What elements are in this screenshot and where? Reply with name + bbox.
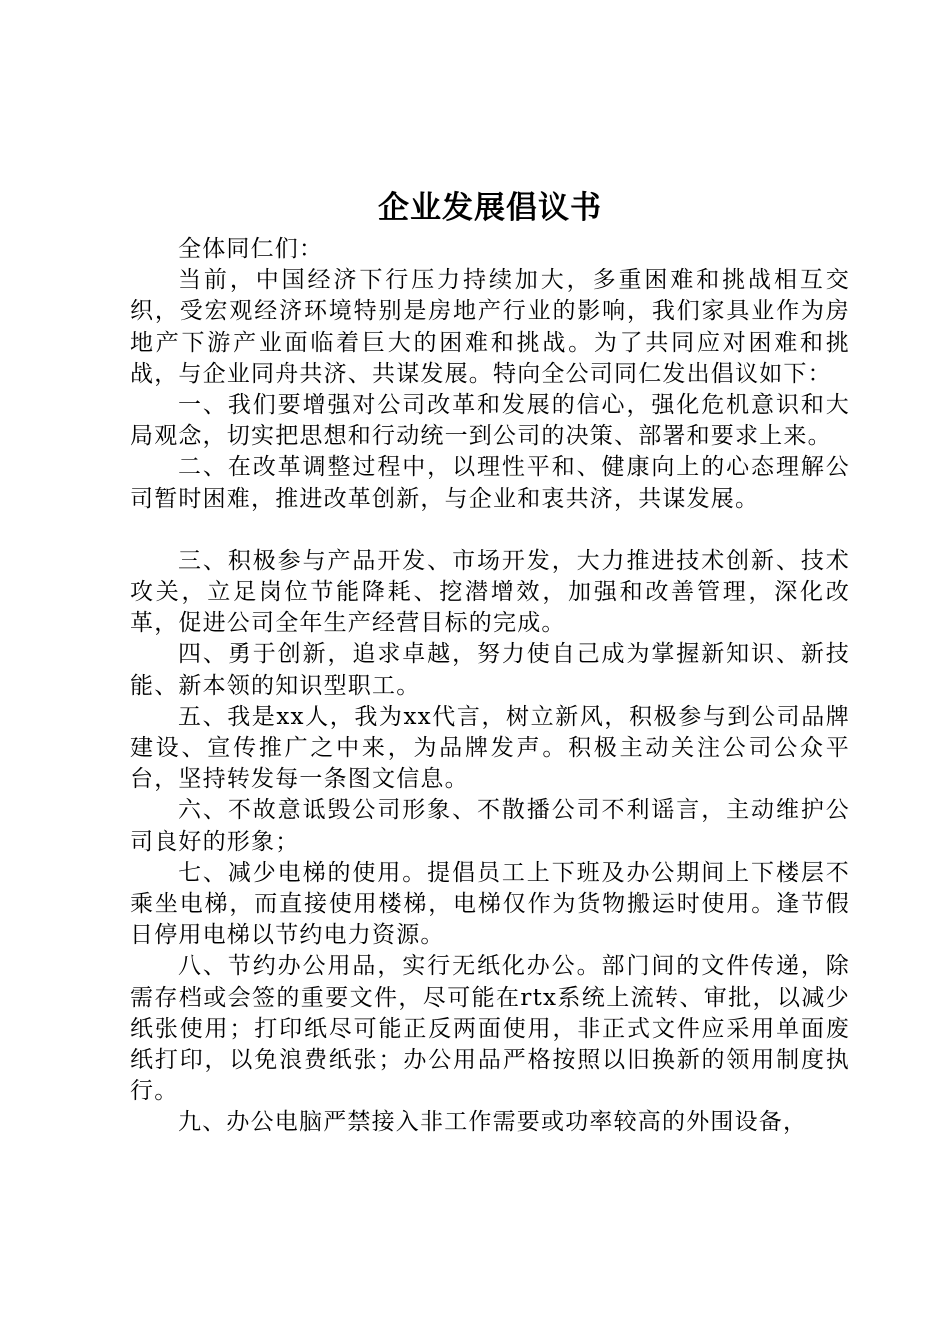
greeting: 全体同仁们：	[178, 236, 324, 262]
paragraph-5: 五、我是xx人，我为xx代言，树立新风，积极参与到公司品牌建设、宣传推广之中来，为品牌发声。积极主动关注公司公众平台，坚持转发每一条图文信息。	[130, 703, 850, 793]
paragraph-7: 七、减少电梯的使用。提倡员工上下班及办公期间上下楼层不乘坐电梯，而直接使用楼梯，电梯仅作为货物搬运时使用。逢节假日停用电梯以节约电力资源。	[130, 859, 850, 949]
paragraph-4: 四、勇于创新，追求卓越，努力使自己成为掌握新知识、新技能、新本领的知识型职工。	[130, 641, 850, 699]
document-title: 企业发展倡议书	[378, 190, 602, 226]
document-page	[130, 184, 850, 1139]
paragraph-intro: 当前，中国经济下行压力持续加大，多重困难和挑战相互交织，受宏观经济环境特别是房地产行业的影响，我们家具业作为房地产下游产业面临着巨大的困难和挑战。为了共同应对困难和挑战，与企业同舟共济、共谋发展。特向全公司同仁发出倡议如下：	[130, 267, 850, 387]
paragraph-2: 二、在改革调整过程中，以理性平和、健康向上的心态理解公司暂时困难，推进改革创新，与企业和衷共济，共谋发展。	[130, 454, 850, 512]
paragraph-3: 三、积极参与产品开发、市场开发，大力推进技术创新、技术攻关，立足岗位节能降耗、挖潜增效，加强和改善管理，深化改革，促进公司全年生产经营目标的完成。	[130, 547, 850, 637]
blank-line	[130, 515, 850, 546]
paragraph-9: 九、办公电脑严禁接入非工作需要或功率较高的外围设备，	[178, 1109, 808, 1136]
paragraph-1: 一、我们要增强对公司改革和发展的信心，强化危机意识和大局观念，切实把思想和行动统一到公司的决策、部署和要求上来。	[130, 392, 850, 450]
paragraph-8: 八、节约办公用品，实行无纸化办公。部门间的文件传递，除需存档或会签的重要文件，尽可能在rtx系统上流转、审批，以减少纸张使用；打印纸尽可能正反两面使用，非正式文件应采用单面废纸打印，以免浪费纸张；办公用品严格按照以旧换新的领用制度执行。	[130, 953, 850, 1105]
paragraph-6: 六、不故意诋毁公司形象、不散播公司不利谣言，主动维护公司良好的形象；	[130, 797, 850, 855]
